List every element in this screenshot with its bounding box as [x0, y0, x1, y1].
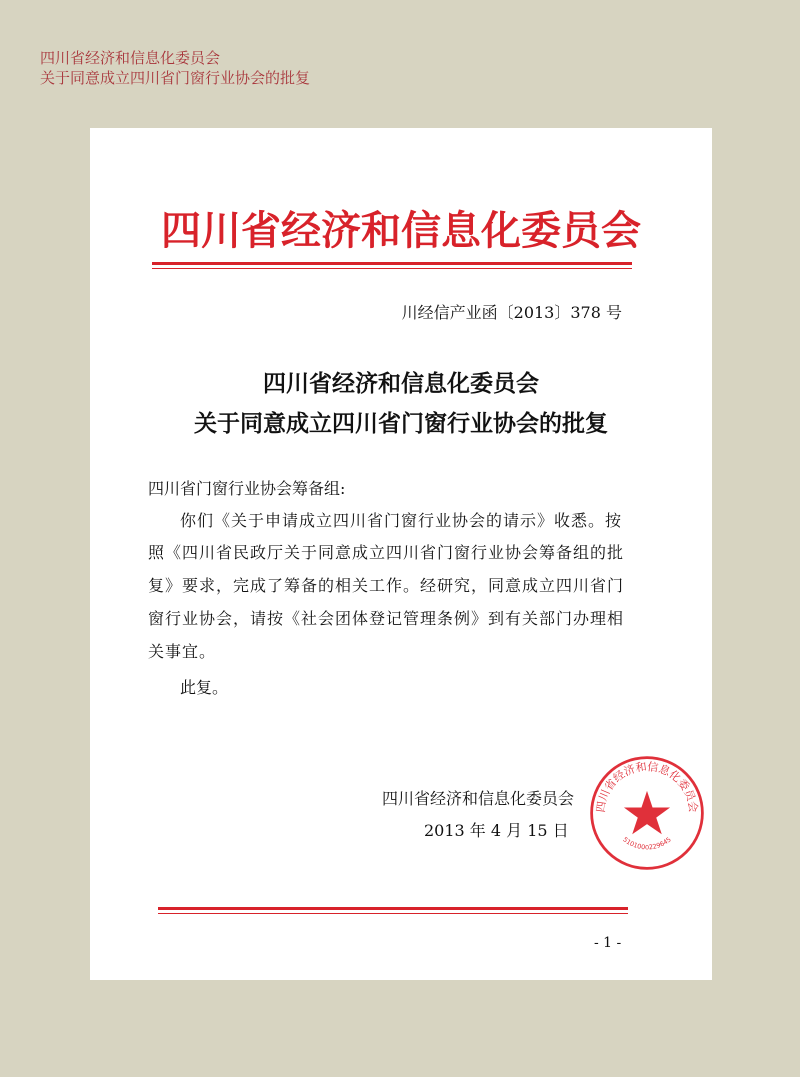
- body-line: 你们《关于申请成立四川省门窗行业协会的请示》收悉。按: [180, 511, 623, 530]
- letterhead-rule-thin: [152, 268, 632, 269]
- caption-line-2: 关于同意成立四川省门窗行业协会的批复: [40, 69, 311, 87]
- body-line: 关事宜。: [148, 642, 217, 661]
- star-icon: [624, 791, 670, 834]
- closing: 此复。: [180, 678, 229, 697]
- body-line: 照《四川省民政厅关于同意成立四川省门窗行业协会筹备组的批: [148, 543, 625, 562]
- title-line-2: 关于同意成立四川省门窗行业协会的批复: [194, 410, 608, 437]
- footer-rule-thick: [158, 907, 628, 910]
- body-line: 窗行业协会，请按《社会团体登记管理条例》到有关部门办理相: [148, 609, 625, 628]
- signatory: 四川省经济和信息化委员会: [382, 789, 575, 808]
- footer-rule-thin: [158, 913, 628, 914]
- seal-text: 四川省经济和信息化委员会: [594, 760, 700, 814]
- seal-number: 5101000229645: [621, 835, 673, 852]
- doc-number: 川经信产业函〔2013〕378 号: [401, 303, 622, 322]
- title-line-1: 四川省经济和信息化委员会: [263, 370, 539, 397]
- svg-text:5101000229645: [621, 835, 673, 851]
- date: 2013 年 4 月 15 日: [424, 821, 569, 840]
- page-number: - 1 -: [594, 935, 622, 951]
- letterhead: 四川省经济和信息化委员会: [161, 207, 641, 254]
- body-line: 复》要求，完成了筹备的相关工作。经研究，同意成立四川省门: [148, 576, 625, 595]
- official-seal: [587, 753, 707, 873]
- caption-line-1: 四川省经济和信息化委员会: [40, 49, 221, 67]
- document-page: [90, 128, 712, 980]
- addressee: 四川省门窗行业协会筹备组:: [148, 479, 346, 498]
- letterhead-rule-thick: [152, 262, 632, 265]
